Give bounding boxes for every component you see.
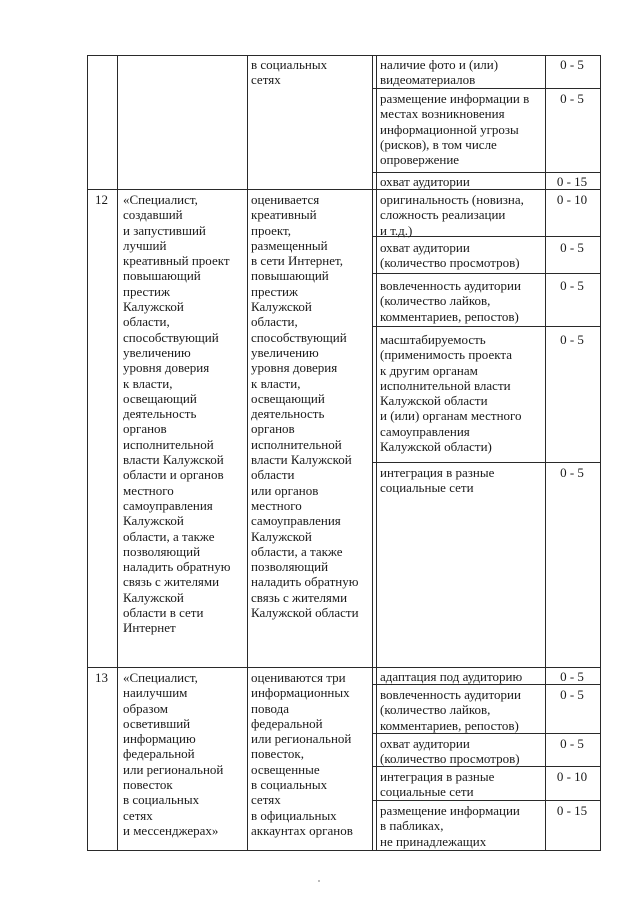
criterion-text xyxy=(380,803,541,849)
nomination-line: «Специалист, xyxy=(123,670,198,685)
nomination-line: способствующий xyxy=(123,329,219,345)
nomination-line: осветивший xyxy=(123,715,191,731)
table-border-col3 xyxy=(372,55,373,851)
criterion-line: охват аудитории xyxy=(380,736,470,751)
criterion-score: 0 - 5 xyxy=(560,465,584,480)
criteria-divider xyxy=(372,273,601,274)
criterion-score: 0 - 5 xyxy=(560,91,584,106)
criterion-line: масштабируемость xyxy=(380,332,486,347)
nomination-line: Калужской xyxy=(123,299,184,315)
criterion-score: 0 - 5 xyxy=(560,669,584,684)
criterion-line: адаптация под аудиторию xyxy=(380,669,523,684)
nomination-line: местного xyxy=(123,482,174,498)
table-border-col2 xyxy=(247,55,248,851)
description-line: престиж xyxy=(251,283,298,299)
criterion-line: Калужской области) xyxy=(380,439,492,455)
criterion-line: (количество лайков, xyxy=(380,702,491,718)
description-line: повода xyxy=(251,700,290,716)
nomination-line: наилучшим xyxy=(123,685,188,701)
criteria-divider xyxy=(372,88,601,89)
description-line: или органов xyxy=(251,482,319,498)
description-line: связь с жителями xyxy=(251,589,348,605)
nomination-line: органов xyxy=(123,421,167,437)
description-line: в социальных xyxy=(251,777,328,793)
criterion-text xyxy=(380,91,541,167)
criterion-line: оригинальность (новизна, xyxy=(380,192,524,207)
description-line: повесток, xyxy=(251,746,304,762)
row-number: 13 xyxy=(95,670,108,685)
nomination-line: самоуправления xyxy=(123,497,213,513)
description-cell xyxy=(251,57,368,88)
nomination-line: освещающий xyxy=(123,390,197,406)
nomination-line: лучший xyxy=(123,237,167,253)
description-line: области, а также xyxy=(251,543,343,559)
criterion-line: и т.д.) xyxy=(380,222,413,238)
row-number: 12 xyxy=(95,192,108,207)
criteria-divider xyxy=(372,172,601,173)
criterion-text xyxy=(380,278,541,324)
nomination-line: престиж xyxy=(123,283,170,299)
description-line: самоуправления xyxy=(251,513,341,529)
description-line: или региональной xyxy=(251,731,352,747)
nomination-line: деятельность xyxy=(123,406,197,422)
description-line: освещенные xyxy=(251,761,320,777)
criteria-divider xyxy=(372,326,601,327)
description-line: в официальных xyxy=(251,807,337,823)
criterion-text xyxy=(380,769,541,800)
description-line: оценивается xyxy=(251,192,320,207)
description-line: деятельность xyxy=(251,406,325,422)
nomination-line: увеличению xyxy=(123,344,191,360)
description-line: сетях xyxy=(251,72,281,88)
criterion-line: к другим органам xyxy=(380,362,478,378)
nomination-line: власти Калужской xyxy=(123,452,224,468)
criterion-text xyxy=(380,174,541,189)
criterion-line: (применимость проекта xyxy=(380,347,512,363)
criterion-line: видеоматериалов xyxy=(380,72,476,88)
description-line: креативный xyxy=(251,207,317,223)
description-line: Калужской области xyxy=(251,605,359,621)
criterion-text xyxy=(380,192,541,238)
description-line: федеральной xyxy=(251,715,323,731)
criterion-line: не принадлежащих xyxy=(380,833,487,849)
criterion-score: 0 - 5 xyxy=(560,57,584,72)
criterion-line: информационной угрозы xyxy=(380,121,519,137)
criterion-line: социальные сети xyxy=(380,480,474,496)
nomination-line: наладить обратную xyxy=(123,559,231,575)
criterion-line: сложность реализации xyxy=(380,207,506,223)
description-line: способствующий xyxy=(251,329,347,345)
description-line: информационных xyxy=(251,685,350,701)
criterion-line: охват аудитории xyxy=(380,174,470,189)
criterion-text xyxy=(380,687,541,733)
criterion-text xyxy=(380,669,541,684)
criterion-line: самоуправления xyxy=(380,423,470,439)
criterion-line: размещение информации xyxy=(380,803,520,818)
nomination-line: области в сети xyxy=(123,605,204,621)
criterion-text xyxy=(380,57,541,88)
description-line: области xyxy=(251,467,295,483)
nomination-line: федеральной xyxy=(123,746,195,762)
criterion-line: (количество просмотров) xyxy=(380,255,520,271)
nomination-line: информацию xyxy=(123,731,196,747)
criterion-score: 0 - 15 xyxy=(556,803,588,818)
criteria-divider xyxy=(372,462,601,463)
description-line: увеличению xyxy=(251,344,319,360)
nomination-cell xyxy=(123,670,242,838)
table-border-bottom xyxy=(87,850,601,851)
criterion-score: 0 - 5 xyxy=(560,278,584,293)
criterion-score: 0 - 5 xyxy=(560,736,584,751)
criterion-line: наличие фото и (или) xyxy=(380,57,499,72)
description-line: позволяющий xyxy=(251,559,329,575)
scan-speck xyxy=(318,880,320,882)
criterion-line: социальные сети xyxy=(380,784,474,800)
description-line: к власти, xyxy=(251,375,301,391)
criterion-line: и (или) органам местного xyxy=(380,408,522,424)
nomination-line: или региональной xyxy=(123,761,224,777)
table-border-col4 xyxy=(545,55,546,851)
nomination-line: «Специалист, xyxy=(123,192,198,207)
table-border-col1 xyxy=(117,55,118,851)
table-border-left xyxy=(87,55,88,851)
criterion-score: 0 - 15 xyxy=(556,174,588,189)
description-line: оцениваются три xyxy=(251,670,346,685)
description-cell xyxy=(251,192,368,620)
nomination-line: образом xyxy=(123,700,168,716)
table-border-top xyxy=(87,55,601,56)
criterion-text xyxy=(380,240,541,271)
criterion-line: размещение информации в xyxy=(380,91,530,106)
description-line: Калужской xyxy=(251,528,312,544)
nomination-line: создавший xyxy=(123,207,183,223)
description-line: повышающий xyxy=(251,268,329,284)
criterion-line: комментариев, репостов) xyxy=(380,717,519,733)
table-border-right xyxy=(600,55,601,851)
table-border-col3b xyxy=(376,55,377,851)
criterion-score: 0 - 10 xyxy=(556,769,588,784)
description-line: наладить обратную xyxy=(251,574,359,590)
description-line: размещенный xyxy=(251,237,328,253)
description-line: исполнительной xyxy=(251,436,342,452)
nomination-line: области и органов xyxy=(123,467,224,483)
description-line: сетях xyxy=(251,792,281,808)
criterion-score: 0 - 5 xyxy=(560,687,584,702)
description-line: органов xyxy=(251,421,295,437)
nomination-line: Интернет xyxy=(123,620,176,636)
nomination-line: области, xyxy=(123,314,170,330)
criterion-text xyxy=(380,332,541,454)
nomination-line: креативный проект xyxy=(123,253,230,269)
criterion-line: исполнительной власти xyxy=(380,377,511,393)
criterion-line: местах возникновения xyxy=(380,106,505,122)
nomination-cell xyxy=(123,192,242,636)
criterion-line: (количество просмотров) xyxy=(380,751,520,767)
description-line: области, xyxy=(251,314,298,330)
nomination-line: Калужской xyxy=(123,589,184,605)
description-line: Калужской xyxy=(251,299,312,315)
criterion-line: комментариев, репостов) xyxy=(380,308,519,324)
nomination-line: исполнительной xyxy=(123,436,214,452)
nomination-line: к власти, xyxy=(123,375,173,391)
criterion-line: охват аудитории xyxy=(380,240,470,255)
criterion-line: интеграция в разные xyxy=(380,465,495,480)
description-line: в социальных xyxy=(251,57,328,72)
nomination-line: в социальных xyxy=(123,792,200,808)
description-line: освещающий xyxy=(251,390,325,406)
criterion-score: 0 - 5 xyxy=(560,332,584,347)
nomination-line: области, а также xyxy=(123,528,215,544)
criterion-line: (рисков), в том числе xyxy=(380,136,497,152)
criterion-line: опровержение xyxy=(380,152,460,168)
criterion-text xyxy=(380,736,541,767)
nomination-line: уровня доверия xyxy=(123,360,210,376)
criterion-score: 0 - 5 xyxy=(560,240,584,255)
description-line: уровня доверия xyxy=(251,360,338,376)
criteria-divider xyxy=(372,733,601,734)
criterion-line: (количество лайков, xyxy=(380,293,491,309)
criterion-line: вовлеченность аудитории xyxy=(380,687,521,702)
criterion-score: 0 - 10 xyxy=(556,192,588,207)
nomination-line: повышающий xyxy=(123,268,201,284)
criterion-line: вовлеченность аудитории xyxy=(380,278,521,293)
description-line: проект, xyxy=(251,222,291,238)
description-line: власти Калужской xyxy=(251,452,352,468)
criterion-line: интеграция в разные xyxy=(380,769,495,784)
criteria-divider xyxy=(372,800,601,801)
nomination-line: Калужской xyxy=(123,513,184,529)
criterion-text xyxy=(380,465,541,496)
description-cell xyxy=(251,670,368,838)
nomination-line: и мессенджерах» xyxy=(123,822,219,838)
nomination-line: связь с жителями xyxy=(123,574,220,590)
nomination-line: сетях xyxy=(123,807,153,823)
nomination-line: позволяющий xyxy=(123,543,201,559)
row-divider-13 xyxy=(87,667,601,668)
description-line: местного xyxy=(251,497,302,513)
description-line: в сети Интернет, xyxy=(251,253,343,269)
description-line: аккаунтах органов xyxy=(251,822,353,838)
criterion-line: в пабликах, xyxy=(380,818,444,834)
criterion-line: Калужской области xyxy=(380,393,488,409)
nomination-line: повесток xyxy=(123,777,173,793)
nomination-line: и запустивший xyxy=(123,222,206,238)
